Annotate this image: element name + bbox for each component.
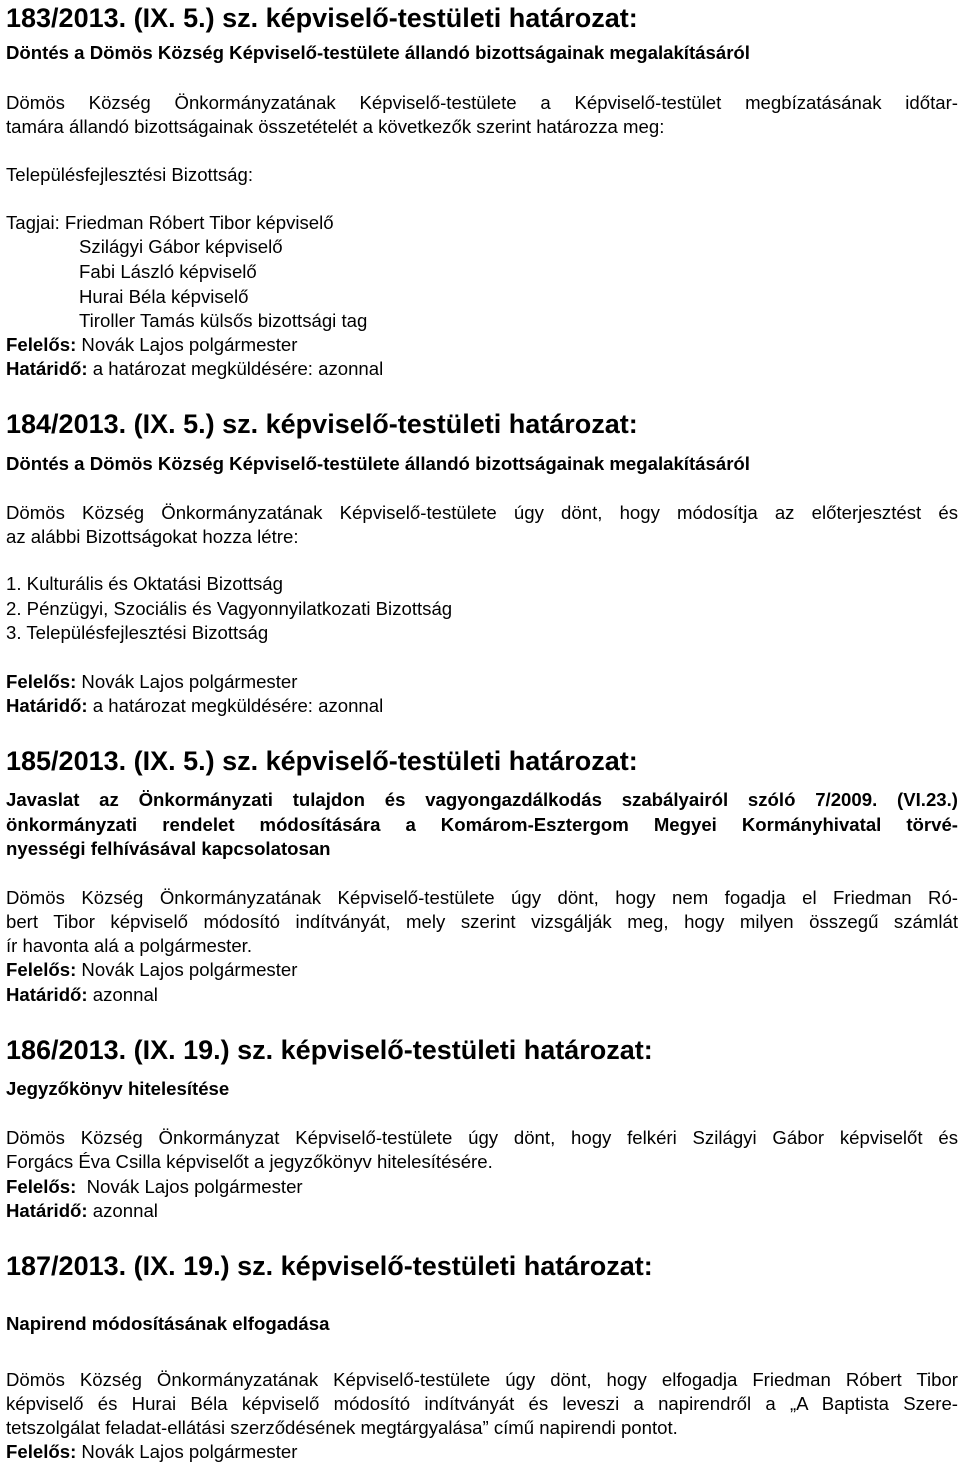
resolution-body-187-line1: Dömös Község Önkormányzatának Képviselő-testülete úgy dönt, hogy elfogadja Friedman Róbert Tibor (6, 1369, 958, 1390)
resolution-subject-183: Döntés a Dömös Község Képviselő-testülete állandó bizottságainak megalakításáról (6, 42, 750, 63)
responsible-value: Novák Lajos polgármester (76, 334, 298, 355)
resolution-body-187-line3: tetszolgálat feladat-ellátási szerződésének megtárgyalása” című napirendi pontot. (6, 1417, 678, 1438)
responsible-value: Novák Lajos polgármester (76, 671, 298, 692)
responsible-line-183 (6, 334, 297, 356)
resolution-subject-184: Döntés a Dömös Község Képviselő-testülete állandó bizottságainak megalakításáról (6, 453, 750, 474)
responsible-label: Felelős: (6, 671, 77, 692)
responsible-line-184 (6, 671, 297, 693)
deadline-line-184 (6, 695, 383, 717)
resolution-body-185-line3: ír havonta alá a polgármester. (6, 935, 252, 956)
member-item: Szilágyi Gábor képviselő (79, 236, 283, 257)
committee-list-item: 2. Pénzügyi, Szociális és Vagyonnyilatkozati Bizottság (6, 598, 453, 619)
committee-list-item: 1. Kulturális és Oktatási Bizottság (6, 573, 283, 594)
responsible-value: Novák Lajos polgármester (76, 1441, 298, 1462)
resolution-heading-183: 183/2013. (IX. 5.) sz. képviselő-testületi határozat: (6, 3, 638, 33)
responsible-line-185 (6, 959, 297, 981)
resolution-body-183-line1: Dömös Község Önkormányzatának Képviselő-testülete a Képviselő-testület megbízatásának időtar- (6, 92, 958, 113)
resolution-body-186-line2: Forgács Éva Csilla képviselőt a jegyzőkönyv hitelesítésére. (6, 1151, 493, 1172)
resolution-subject-185-line3: nyességi felhívásával kapcsolatosan (6, 838, 331, 859)
resolution-subject-185-line2: önkormányzati rendelet módosítására a Komárom-Esztergom Megyei Kormányhivatal törvé- (6, 814, 958, 835)
deadline-value: a határozat megküldésére: azonnal (87, 695, 384, 716)
member-item: Tiroller Tamás külsős bizottsági tag (79, 310, 368, 331)
responsible-label: Felelős: (6, 1441, 77, 1462)
deadline-label: Határidő: (6, 695, 88, 716)
deadline-value: azonnal (87, 984, 158, 1005)
resolution-heading-187: 187/2013. (IX. 19.) sz. képviselő-testületi határozat: (6, 1251, 653, 1281)
resolution-subject-185-line1: Javaslat az Önkormányzati tulajdon és vagyongazdálkodás szabályairól szóló 7/2009. (VI.23.) (6, 789, 958, 810)
responsible-label: Felelős: (6, 1176, 77, 1197)
resolution-subject-187: Napirend módosításának elfogadása (6, 1313, 330, 1334)
resolution-heading-184: 184/2013. (IX. 5.) sz. képviselő-testületi határozat: (6, 409, 638, 439)
responsible-label: Felelős: (6, 959, 77, 980)
deadline-label: Határidő: (6, 1200, 88, 1221)
deadline-value: azonnal (87, 1200, 158, 1221)
resolution-heading-186: 186/2013. (IX. 19.) sz. képviselő-testületi határozat: (6, 1035, 653, 1065)
deadline-value: a határozat megküldésére: azonnal (87, 358, 384, 379)
deadline-label: Határidő: (6, 984, 88, 1005)
resolution-body-184-line2: az alábbi Bizottságokat hozza létre: (6, 526, 299, 547)
member-item: Hurai Béla képviselő (79, 286, 249, 307)
resolution-body-183-line2: tamára állandó bizottságainak összetételét a következők szerint határozza meg: (6, 116, 665, 137)
deadline-line-186 (6, 1200, 158, 1222)
resolution-body-187-line2: képviselő és Hurai Béla képviselő módosító indítványát és leveszi a napirendről a „A Baptista Szere- (6, 1393, 958, 1414)
resolution-body-185-line1: Dömös Község Önkormányzatának Képviselő-testülete úgy dönt, hogy nem fogadja el Friedman Ró- (6, 887, 958, 908)
resolution-body-186-line1: Dömös Község Önkormányzat Képviselő-testülete úgy dönt, hogy felkéri Szilágyi Gábor képviselőt és (6, 1127, 958, 1148)
responsible-value: Novák Lajos polgármester (76, 1176, 303, 1197)
committee-title: Településfejlesztési Bizottság: (6, 164, 254, 185)
deadline-line-183 (6, 358, 383, 380)
responsible-line-186 (6, 1176, 303, 1198)
member-item: Fabi László képviselő (79, 261, 257, 282)
resolution-heading-185: 185/2013. (IX. 5.) sz. képviselő-testületi határozat: (6, 746, 638, 776)
responsible-value: Novák Lajos polgármester (76, 959, 298, 980)
responsible-line-187 (6, 1441, 297, 1463)
committee-list-item: 3. Településfejlesztési Bizottság (6, 622, 269, 643)
resolution-subject-186: Jegyzőkönyv hitelesítése (6, 1078, 230, 1099)
resolution-body-184-line1: Dömös Község Önkormányzatának Képviselő-testülete úgy dönt, hogy módosítja az előterjesztést és (6, 502, 958, 523)
member-list-first: Tagjai: Friedman Róbert Tibor képviselő (6, 212, 334, 233)
deadline-label: Határidő: (6, 358, 88, 379)
responsible-label: Felelős: (6, 334, 77, 355)
deadline-line-185 (6, 984, 158, 1006)
resolution-body-185-line2: bert Tibor képviselő módosító indítványát, mely szerint vizsgálják meg, hogy milyen összegű számlát (6, 911, 958, 932)
